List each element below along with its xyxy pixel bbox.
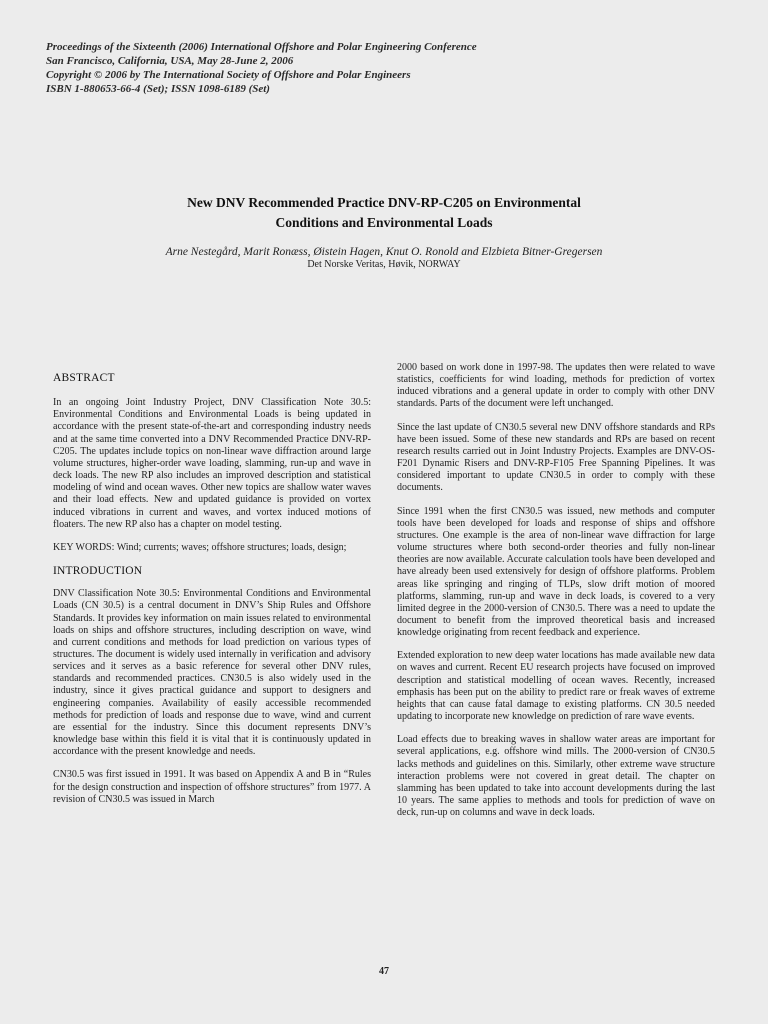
header-line-conference: Proceedings of the Sixteenth (2006) International Offshore and Polar Engineering Conference [46,41,477,53]
abstract-heading: ABSTRACT [53,372,115,384]
intro-paragraph-2: CN30.5 was first issued in 1991. It was based on Appendix A and B in “Rules for the design construction and inspection of offshore structures” from 1977. A revision of CN30.5 was issued in March [53,769,371,805]
right-paragraph-2: Since the last update of CN30.5 several new DNV offshore standards and RPs have been issued. Some of these new standards and RPs are based on recent research results carried out in Joint Industry Projects. Examples are DNV-OS-F201 Dynamic Risers and DNV-RP-F105 Free Spanning Pipelines. It was considered important to update CN30.5 in order to comply with these documents. [397,421,715,494]
page-number: 47 [379,966,389,977]
proceedings-header [46,40,706,96]
keywords: KEY WORDS: Wind; currents; waves; offshore structures; loads, design; [53,541,347,553]
title-line-2: Conditions and Environmental Loads [275,215,493,230]
introduction-heading: INTRODUCTION [53,565,143,578]
left-column [53,372,371,817]
right-paragraph-1: 2000 based on work done in 1997-98. The updates then were related to wave statistics, coefficients for wind loading, methods for prediction of vortex induced vibrations and a general update in order to comply with other DNV standards. Parts of the document were left unchanged. [397,362,715,410]
header-line-location: San Francisco, California, USA, May 28-June 2, 2006 [46,55,294,67]
author-list: Arne Nestegård, Marit Ronæss, Øistein Hagen, Knut O. Ronold and Elzbieta Bitner-Gregersen [165,246,603,258]
affiliation: Det Norske Veritas, Høvik, NORWAY [307,259,461,270]
title-line-1: New DNV Recommended Practice DNV-RP-C205 on Environmental [187,195,581,210]
right-column [397,362,715,830]
intro-paragraph-1: DNV Classification Note 30.5: Environmental Conditions and Environmental Loads (CN 30.5) is a central document in DNV’s Ship Rules and Offshore Standards. It provides key information on main issues related to environmental loads on ships and offshore structures, including description on wave, wind and current conditions and methods for load prediction on various types of structures. The document is widely used internally in verification and advisory services and it serves as a basic reference for several other DNV rules, standards and recommended practices. CN30.5 is also widely used in the industry, since it gives practical guidance and support to designers and engineering companies. Availability of easily accessible recommended methods for prediction of loads and response due to wave, wind and current are essential for the industry. Since this document represents DNV’s knowledge base within this field it is vital that it is continuously updated in accordance with the present knowledge and needs. [53,588,371,758]
header-line-copyright: Copyright © 2006 by The International Society of Offshore and Polar Engineers [46,69,411,81]
right-paragraph-5: Load effects due to breaking waves in shallow water areas are important for several applications, e.g. offshore wind mills. The 2000-version of CN30.5 lacks methods and guidelines on this. Similarly, other extreme wave structure interaction problems were not covered in great detail. The chapter on slamming has been updated to take into account developments during the last 10 years. The same applies to methods and tools for prediction of wave on deck, run-up on columns and wave in deck loads. [397,734,715,819]
paper-title [100,193,668,233]
right-paragraph-3: Since 1991 when the first CN30.5 was issued, new methods and computer tools have been developed for loads and response of ships and offshore structures. One example is the area of non-linear wave diffraction for large volume structures where both second-order theories and fully non-linear theories are now available. Accurate calculation tools have been developed and have already been used extensively for design of offshore platforms. Problem areas like springing and ringing of TLPs, slow drift motion of moored platforms, slamming, run-up and wave in deck loads, is covered to a very limited degree in the 2000-version of CN30.5. There was a need to update the document to benefit from the improved theoretical basis and increased knowledge originating from recent feedback and experience. [397,505,715,639]
right-paragraph-4: Extended exploration to new deep water locations has made available new data on waves and current. Recent EU research projects have focused on improved description and statistical modelling of ocean waves. Recently, increased emphasis has been put on the ability to predict rare or freak waves of extreme heights that can cause fatal damage to existing platforms. CN 30.5 needed updating to incorporate new knowledge on prediction of rare wave events. [397,650,715,723]
abstract-body: In an ongoing Joint Industry Project, DNV Classification Note 30.5: Environmental Conditions and Environmental Loads is being updated in accordance with the present state-of-the-art and corresponding industry needs and at the same time converted into a DNV Recommended Practice DNV-RP-C205. The updates include topics on non-linear wave diffraction around large volume structures, higher-order wave loading, slamming, run-up and wave in deck loads. The new RP also includes an improved description and statistical modeling of wind and ocean waves. Other new topics are shallow water waves and their load effects. New and updated guidance is provided on vortex induced vibrations in current and waves, and vortex induced motions of floaters. The new RP also has a chapter on model testing. [53,397,371,530]
header-line-isbn: ISBN 1-880653-66-4 (Set); ISSN 1098-6189 (Set) [46,83,270,95]
